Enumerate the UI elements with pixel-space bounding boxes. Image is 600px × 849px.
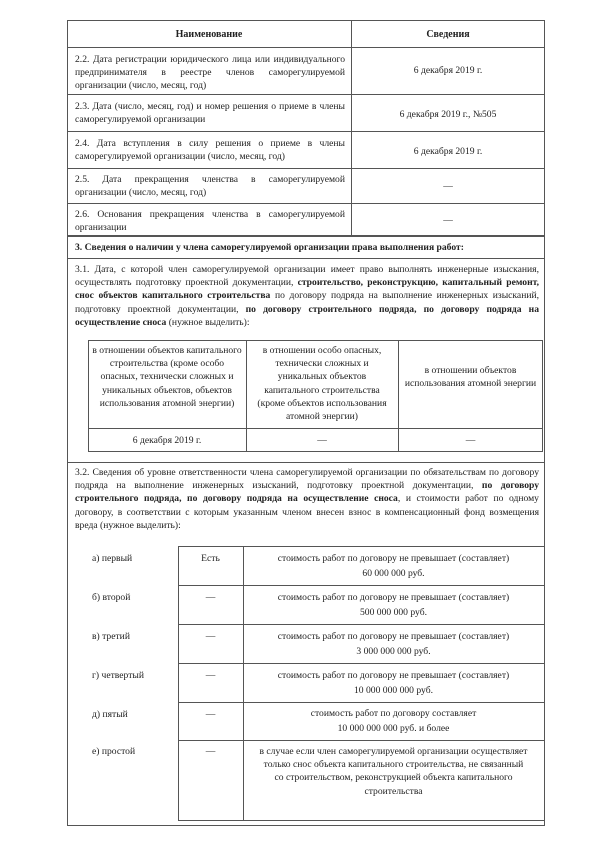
level-mark: —: [205, 592, 216, 603]
level-name: а) первый: [92, 553, 133, 564]
row-value: —: [443, 215, 453, 226]
column-header-info: Сведения: [426, 29, 470, 40]
row-value: —: [443, 181, 453, 192]
level-line2: 10 000 000 000 руб. и более: [337, 723, 450, 734]
permit-header-dangerous: в отношении особо опасных, технически сложных и уникальных объектов капитального строительства (кроме объектов использования атомной энергии): [257, 345, 387, 423]
level-mark: —: [205, 709, 216, 720]
level-name: г) четвертый: [92, 670, 144, 681]
level-mark: —: [205, 631, 216, 642]
row-label: 2.4. Дата вступления в силу решения о приеме в члены саморегулируемой организации (число, месяц, год): [75, 138, 345, 163]
permit-value-dangerous: —: [317, 435, 327, 446]
level-line2: 500 000 000 руб.: [360, 607, 427, 618]
level-mark: Есть: [201, 553, 220, 564]
level-line1: стоимость работ по договору не превышает (составляет): [277, 592, 510, 603]
level-line1: стоимость работ по договору не превышает (составляет): [277, 553, 510, 564]
row-label: 2.2. Дата регистрации юридического лица или индивидуального предпринимателя в реестре членов саморегулируемой организации (число, месяц, год): [75, 54, 345, 92]
level-line2: 3 000 000 000 руб.: [356, 646, 431, 657]
level-name: д) пятый: [92, 709, 128, 720]
permit-header-atomic: в отношении объектов использования атомной энергии: [404, 365, 537, 390]
level-line1: в случае если член саморегулируемой организации осуществляет только снос объекта капитального строительства, не связанный со строительством, реконструкцией объекта капитального строительства: [259, 746, 528, 797]
level-line1: стоимость работ по договору не превышает (составляет): [277, 631, 510, 642]
paragraph-3-1: 3.1. Дата, с которой член саморегулируемой организации имеет право выполнять инженерные изыскания, осуществлять подготовку проектной документации, строительство, реконструкцию, капитальный ремонт, снос объектов капитального строительства по договору подряда на выполнение инженерных изысканий, подготовку проектной документации, по договору строительного подряда, по договору подряда на осуществление сноса (нужное выделить):: [75, 264, 539, 328]
permit-header-general: в отношении объектов капитального строительства (кроме особо опасных, технически сложных и уникальных объектов, объектов использования атомной энергии): [92, 345, 242, 409]
level-name: е) простой: [92, 746, 136, 757]
permit-value-atomic: —: [465, 435, 476, 446]
level-line1: стоимость работ по договору составляет: [310, 708, 477, 719]
row-label: 2.6. Основания прекращения членства в саморегулируемой организации: [75, 209, 345, 234]
column-header-name: Наименование: [175, 29, 243, 40]
level-name: б) второй: [92, 592, 131, 603]
row-label: 2.5. Дата прекращения членства в саморегулируемой организации (число, месяц, год): [75, 174, 345, 199]
permit-value-general: 6 декабря 2019 г.: [132, 435, 202, 446]
level-line2: 10 000 000 000 руб.: [354, 685, 433, 696]
level-name: в) третий: [92, 631, 130, 642]
paragraph-3-2: 3.2. Сведения об уровне ответственности члена саморегулируемой организации по обязательствам по договору подряда на выполнение инженерных изысканий, подготовку проектной документации, по договору строительного подряда, по договору подряда на осуществление сноса, и стоимости работ по одному договору, в соответствии с которым указанным членом внесен взнос в компенсационный фонд возмещения вреда (нужное выделить):: [75, 467, 540, 531]
row-value: 6 декабря 2019 г.: [413, 146, 483, 157]
row-value: 6 декабря 2019 г.: [413, 65, 483, 76]
row-value: 6 декабря 2019 г., №505: [399, 109, 497, 120]
row-label: 2.3. Дата (число, месяц, год) и номер решения о приеме в члены саморегулируемой организации: [75, 101, 345, 126]
level-mark: —: [205, 746, 216, 757]
level-line2: 60 000 000 руб.: [362, 568, 425, 579]
section-3-title: 3. Сведения о наличии у члена саморегулируемой организации права выполнения работ:: [75, 242, 464, 253]
level-mark: —: [205, 670, 216, 681]
level-line1: стоимость работ по договору не превышает (составляет): [277, 670, 510, 681]
